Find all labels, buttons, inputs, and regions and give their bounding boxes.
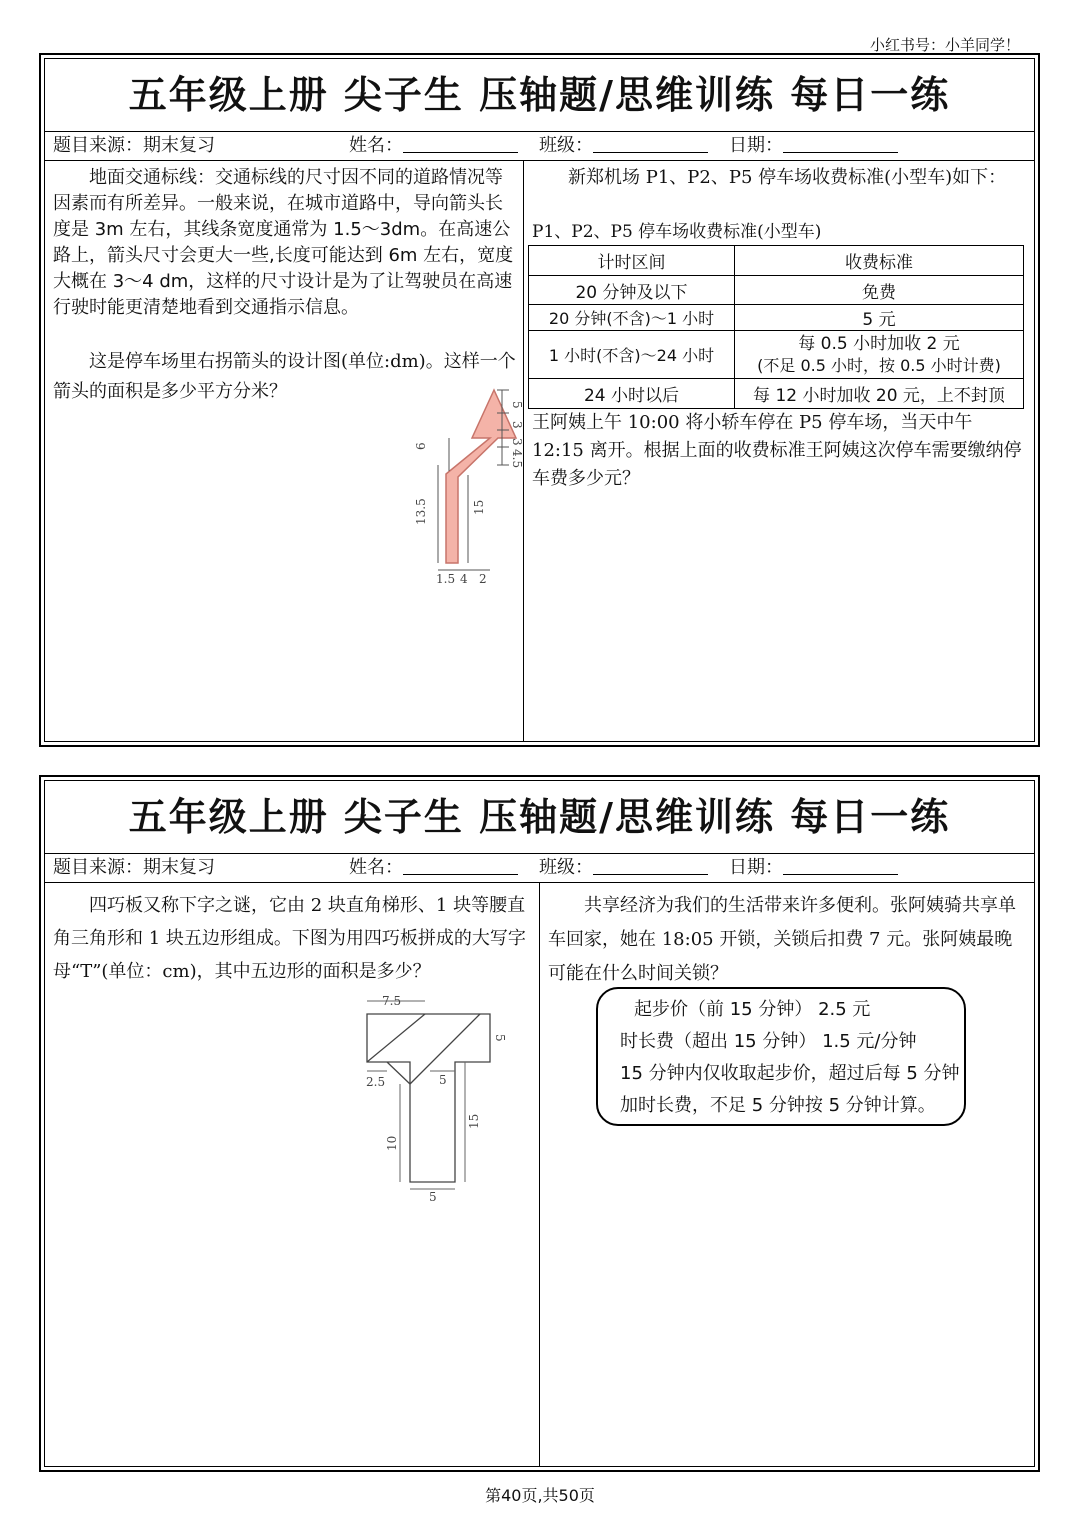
figure-label: 2.5 xyxy=(366,1075,386,1089)
name-field[interactable] xyxy=(349,854,403,882)
figure-label: 3 xyxy=(510,438,524,446)
name-label: 姓名： xyxy=(349,135,403,156)
parking-intro: 新郑机场 P1、P2、P5 停车场收费标准(小型车)如下： xyxy=(568,167,1007,188)
figure-label: 4.5 xyxy=(510,449,524,469)
watermark: 小红书号：小羊同学！ xyxy=(869,36,1020,54)
figure-label: 15 xyxy=(472,499,486,515)
arrow-figure xyxy=(409,385,524,586)
figure-label: 7.5 xyxy=(382,994,402,1008)
date-label: 日期： xyxy=(729,135,783,156)
info-row xyxy=(45,854,1034,883)
figure-label: 5 xyxy=(510,401,524,409)
left-column xyxy=(45,161,524,741)
pricing-line: 15 分钟内仅收取起步价，超过后每 5 分钟 xyxy=(620,1063,960,1084)
page-number: 第40页,共50页 xyxy=(485,1486,595,1505)
figure-label: 15 xyxy=(467,1113,481,1129)
figure-label: 5 xyxy=(439,1073,447,1087)
parking-question: 王阿姨上午 10:00 将小轿车停在 P5 停车场，当天中午 12:15 离开。根据上面的收费标准王阿姨这次停车需要缴纳停车费多少元？ xyxy=(532,412,1022,489)
class-field[interactable] xyxy=(539,854,593,882)
figure-label: 5 xyxy=(429,1190,437,1204)
right-column xyxy=(524,161,1034,741)
figure-label: 6 xyxy=(414,442,428,450)
left-column xyxy=(45,883,540,1466)
traffic-intro: 地面交通标线：交通标线的尺寸因不同的道路情况等因素而有所差异。一般来说，在城市道路中，导向箭头长度是 3m 左右，其线条宽度通常为 1.5～3dm。在高速公路上，箭头尺寸会更大一些,长度可能达到 6m 左右，宽度大概在 3～4 dm，这样的尺寸设计是为了让驾驶员在高速行驶时能更清楚地看到交通指示信息。 xyxy=(53,167,514,318)
table-header: 计时区间 xyxy=(529,246,735,276)
tangram-question: 四巧板又称下字之谜，它由 2 块直角梯形、1 块等腰直角三角形和 1 块五边形组成。下图为用四巧板拼成的大写字母“T”(单位：cm)，其中五边形的面积是多少？ xyxy=(53,895,526,982)
bike-question: 共享经济为我们的生活带来许多便利。张阿姨骑共享单车回家，她在 18:05 开锁，关锁后扣费 7 元。张阿姨最晚可能在什么时间关锁？ xyxy=(548,895,1016,984)
info-row xyxy=(45,132,1034,161)
figure-label: 3 xyxy=(510,421,524,429)
date-field[interactable] xyxy=(729,854,783,882)
figure-label: 5 xyxy=(493,1034,507,1042)
table-cell: 20 分钟及以下 xyxy=(529,276,735,305)
fee-rule: 每 0.5 小时加收 2 元 xyxy=(798,333,960,354)
class-field[interactable] xyxy=(539,132,593,160)
figure-label: 4 xyxy=(460,572,468,586)
figure-label: 2 xyxy=(479,572,487,586)
sheet-title: 五年级上册 尖子生 压轴题/思维训练 每日一练 xyxy=(45,781,1034,854)
pricing-line: 时长费（超出 15 分钟） 1.5 元/分钟 xyxy=(620,1031,917,1052)
table-cell xyxy=(735,331,1024,379)
right-column xyxy=(540,883,1034,1466)
figure-label: 13.5 xyxy=(414,498,428,525)
class-label: 班级： xyxy=(539,857,593,878)
table-header: 收费标准 xyxy=(735,246,1024,276)
name-label: 姓名： xyxy=(349,857,403,878)
table-cell: 24 小时以后 xyxy=(529,379,735,409)
figure-label: 10 xyxy=(385,1135,399,1151)
pricing-line: 起步价（前 15 分钟） 2.5 元 xyxy=(634,999,871,1020)
class-label: 班级： xyxy=(539,135,593,156)
table-cell: 20 分钟(不含)～1 小时 xyxy=(529,305,735,331)
t-shape-figure xyxy=(350,989,507,1204)
table-cell: 免费 xyxy=(735,276,1024,305)
name-field[interactable] xyxy=(349,132,403,160)
table-cell: 每 12 小时加收 20 元，上不封顶 xyxy=(735,379,1024,409)
fee-table-title: P1、P2、P5 停车场收费标准(小型车) xyxy=(532,222,822,242)
figure-label: 1.5 xyxy=(436,572,456,586)
worksheet-1 xyxy=(39,53,1040,747)
table-cell: 1 小时(不含)～24 小时 xyxy=(529,331,735,379)
date-label: 日期： xyxy=(729,857,783,878)
fee-rule-note: (不足 0.5 小时，按 0.5 小时计费) xyxy=(757,355,1001,375)
table-cell: 5 元 xyxy=(735,305,1024,331)
fee-table xyxy=(528,245,1024,409)
date-field[interactable] xyxy=(729,132,783,160)
pricing-line: 加时长费，不足 5 分钟按 5 分钟计算。 xyxy=(620,1095,936,1116)
sheet-title: 五年级上册 尖子生 压轴题/思维训练 每日一练 xyxy=(45,59,1034,132)
worksheet-2 xyxy=(39,775,1040,1472)
source-label: 题目来源：期末复习 xyxy=(53,135,215,156)
arrow-question: 这是停车场里右拐箭头的设计图(单位:dm)。这样一个箭头的面积是多少平方分米？ xyxy=(53,351,516,402)
pricing-box xyxy=(596,987,966,1126)
source-label: 题目来源：期末复习 xyxy=(53,857,215,878)
